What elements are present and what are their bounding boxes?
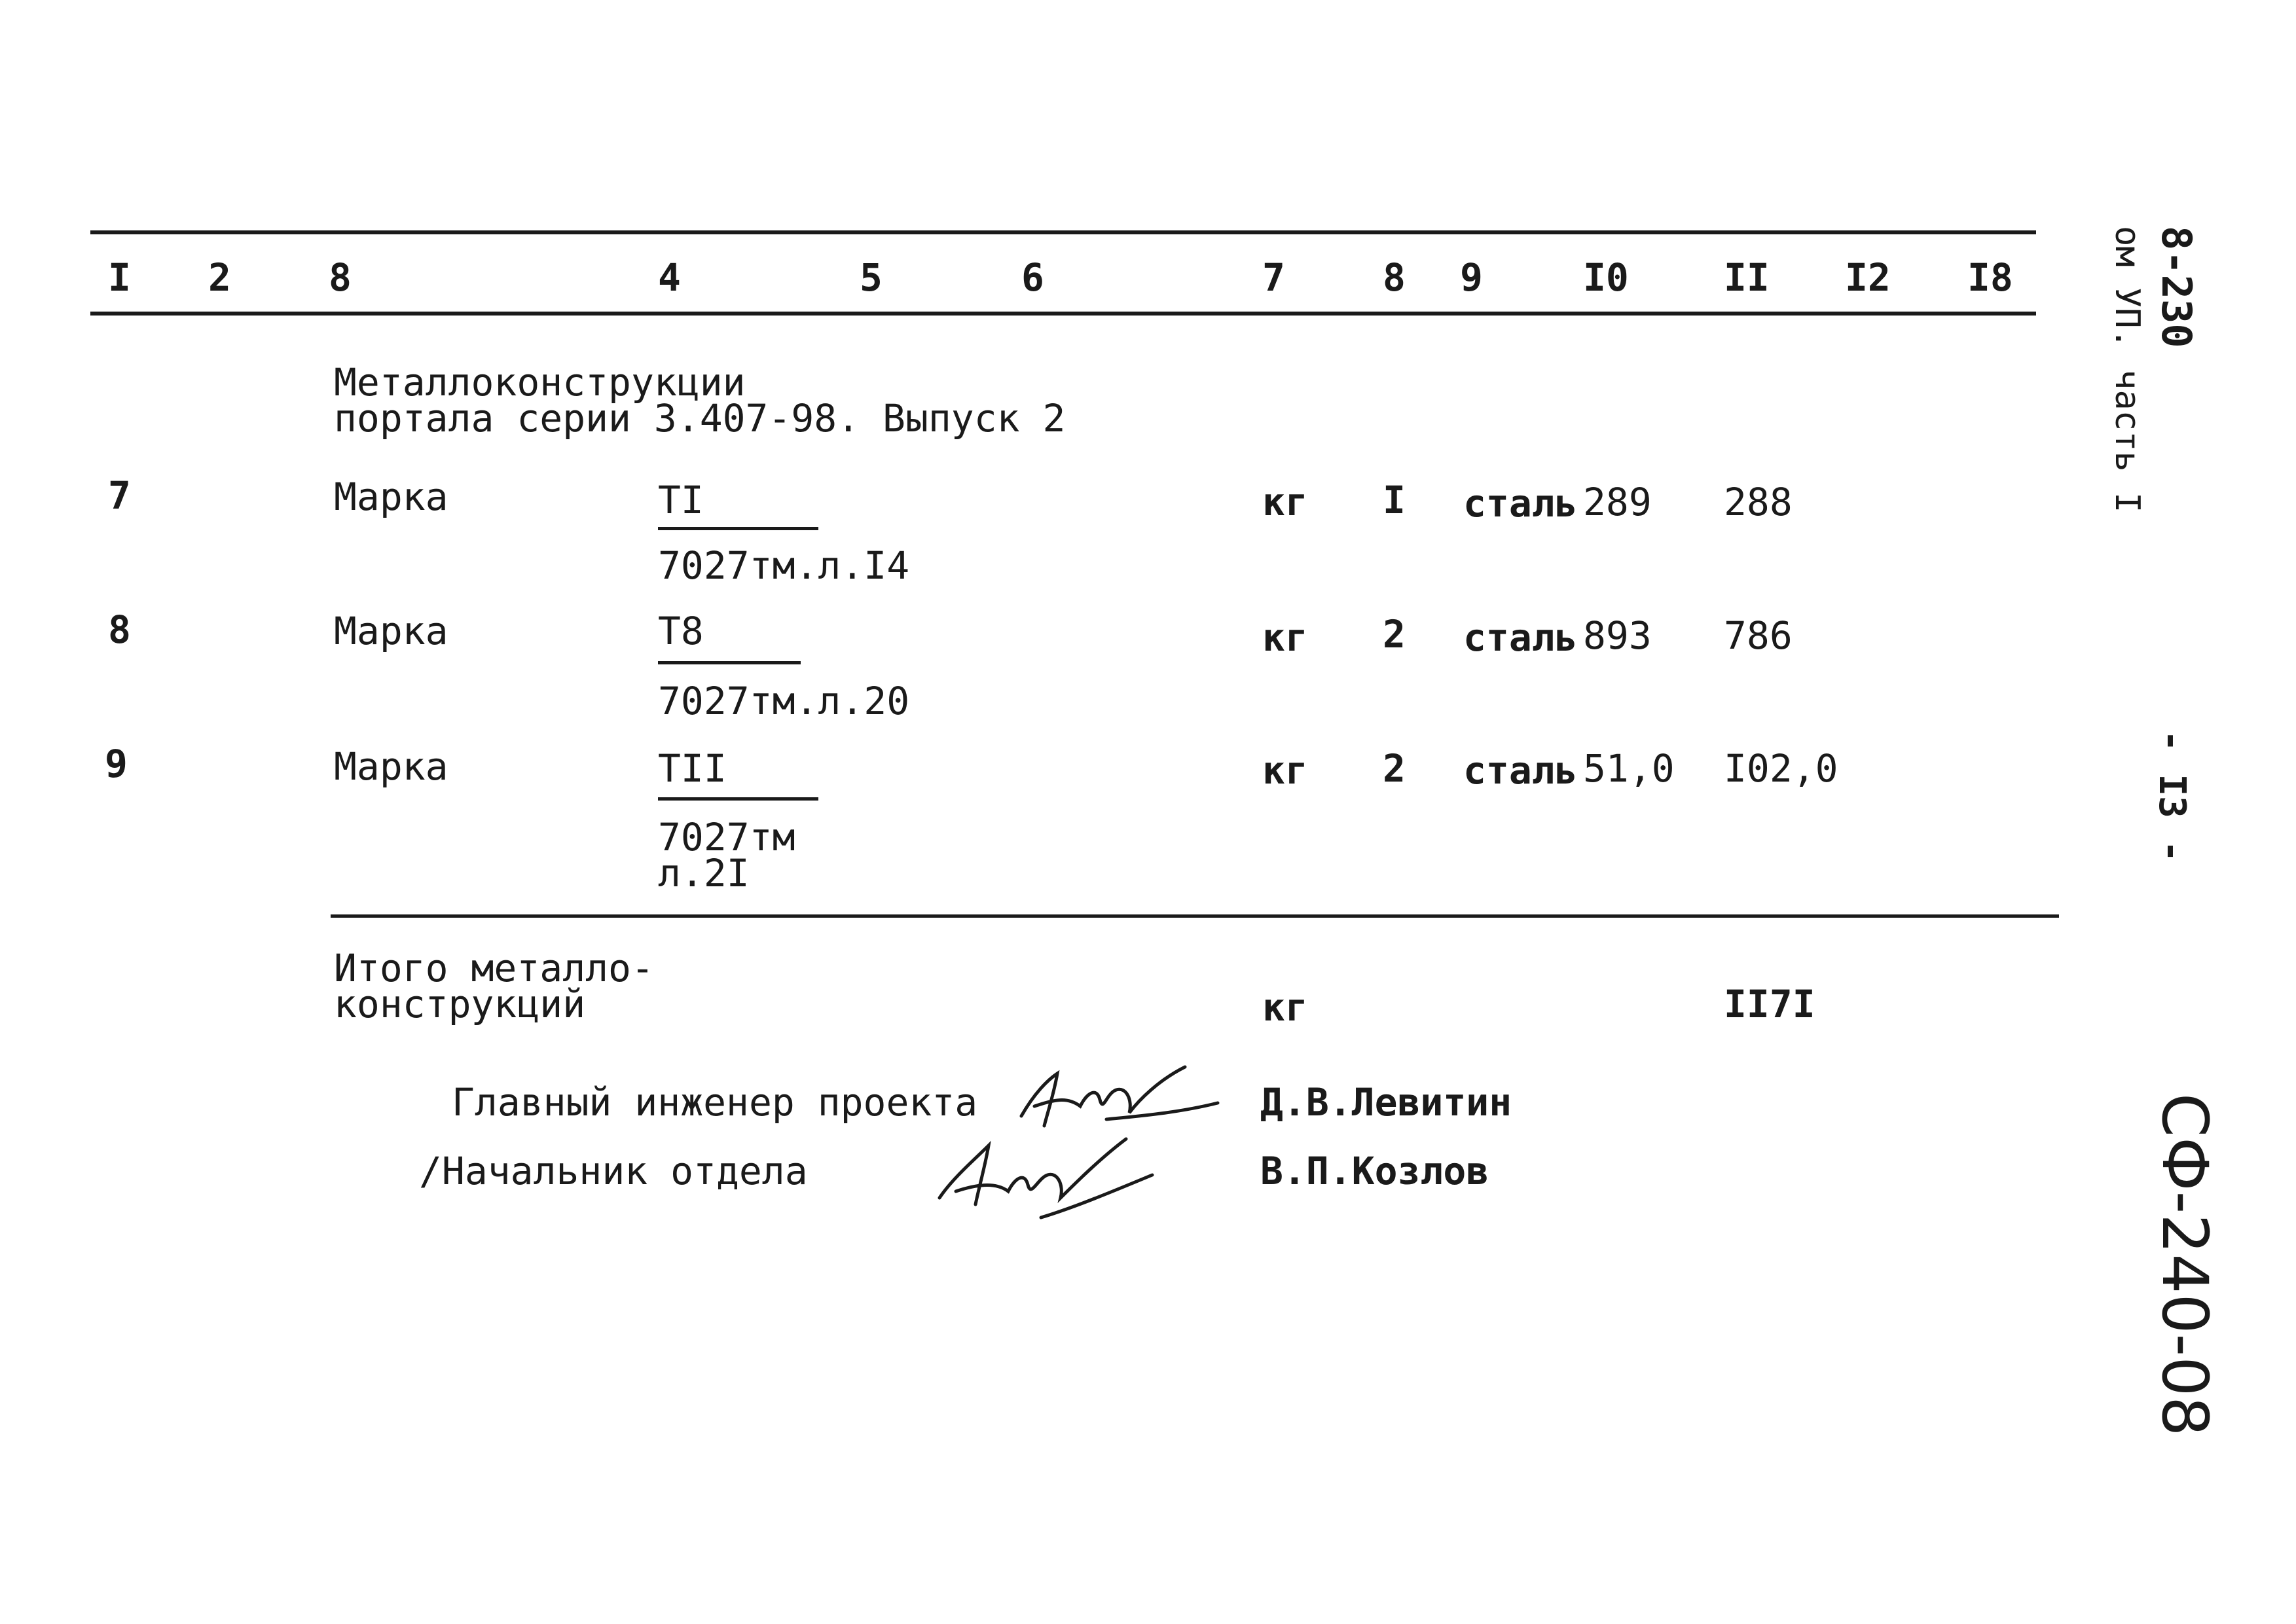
row-number: 9	[105, 742, 128, 786]
col-11: II	[1724, 255, 1770, 300]
row-unit-mass: 893	[1583, 613, 1652, 658]
row-qty: 2	[1383, 612, 1406, 657]
row-qty: 2	[1383, 746, 1406, 791]
header-bottom-rule	[90, 312, 2036, 316]
col-9: 9	[1460, 255, 1483, 300]
col-13: I8	[1967, 255, 2013, 300]
col-2: 2	[208, 255, 231, 300]
page-number: - I3 -	[2151, 730, 2193, 863]
signer-name: В.П.Козлов	[1260, 1149, 1489, 1193]
row-drawing-ref: 7027тм.л.20	[658, 679, 910, 723]
col-3: 8	[329, 255, 352, 300]
col-5: 5	[860, 255, 883, 300]
row-unit: кг	[1262, 480, 1308, 524]
col-7: 7	[1262, 255, 1285, 300]
document-stamp: СФ-240-08	[2148, 1093, 2221, 1437]
row-mark: T8	[658, 609, 704, 653]
row-mark: TII	[658, 746, 727, 791]
margin-part: ом УП. часть I	[2107, 226, 2147, 513]
row-number: 8	[108, 607, 131, 652]
handwritten-signature	[930, 1126, 1165, 1224]
row-material: сталь	[1463, 481, 1578, 526]
row-name: Марка	[334, 744, 448, 789]
margin-code: 8-230	[2153, 226, 2200, 348]
col-4: 4	[658, 255, 681, 300]
row-number: 7	[108, 473, 131, 518]
signer-role: Главный инженер проекта	[452, 1080, 978, 1125]
row-mark: TI	[658, 478, 704, 522]
col-12: I2	[1845, 255, 1891, 300]
total-label-line1: Итого металло-	[334, 946, 654, 990]
row-qty: I	[1383, 478, 1406, 522]
row-material: сталь	[1463, 748, 1578, 793]
total-rule	[331, 914, 2059, 918]
row-material: сталь	[1463, 615, 1578, 660]
row-total-mass: 288	[1724, 480, 1793, 524]
col-10: I0	[1583, 255, 1629, 300]
row-name: Марка	[334, 609, 448, 653]
signer-role: /Начальник отдела	[419, 1149, 808, 1193]
col-6: 6	[1021, 255, 1044, 300]
total-value: II7I	[1724, 982, 1815, 1026]
row-drawing-ref: 7027тм	[658, 815, 795, 859]
row-unit-mass: 289	[1583, 480, 1652, 524]
signer-name: Д.В.Левитин	[1260, 1080, 1512, 1125]
col-8: 8	[1383, 255, 1406, 300]
header-top-rule	[90, 230, 2036, 234]
row-total-mass: I02,0	[1724, 746, 1838, 791]
section-title-line1: Металлоконструкции	[334, 360, 746, 405]
total-label-line2: конструкций	[334, 982, 586, 1026]
row-unit-mass: 51,0	[1583, 746, 1675, 791]
section-title-line2: портала серии 3.407-98. Выпуск 2	[334, 396, 1066, 441]
row-drawing-sheet: л.2I	[658, 851, 750, 895]
total-unit: кг	[1262, 985, 1308, 1030]
mark-fraction-bar	[658, 797, 818, 801]
row-drawing-ref: 7027тм.л.I4	[658, 543, 910, 588]
mark-fraction-bar	[658, 661, 801, 664]
row-unit: кг	[1262, 615, 1308, 660]
row-total-mass: 786	[1724, 613, 1793, 658]
col-1: I	[108, 255, 131, 300]
mark-fraction-bar	[658, 527, 818, 530]
row-name: Марка	[334, 475, 448, 519]
row-unit: кг	[1262, 748, 1308, 793]
